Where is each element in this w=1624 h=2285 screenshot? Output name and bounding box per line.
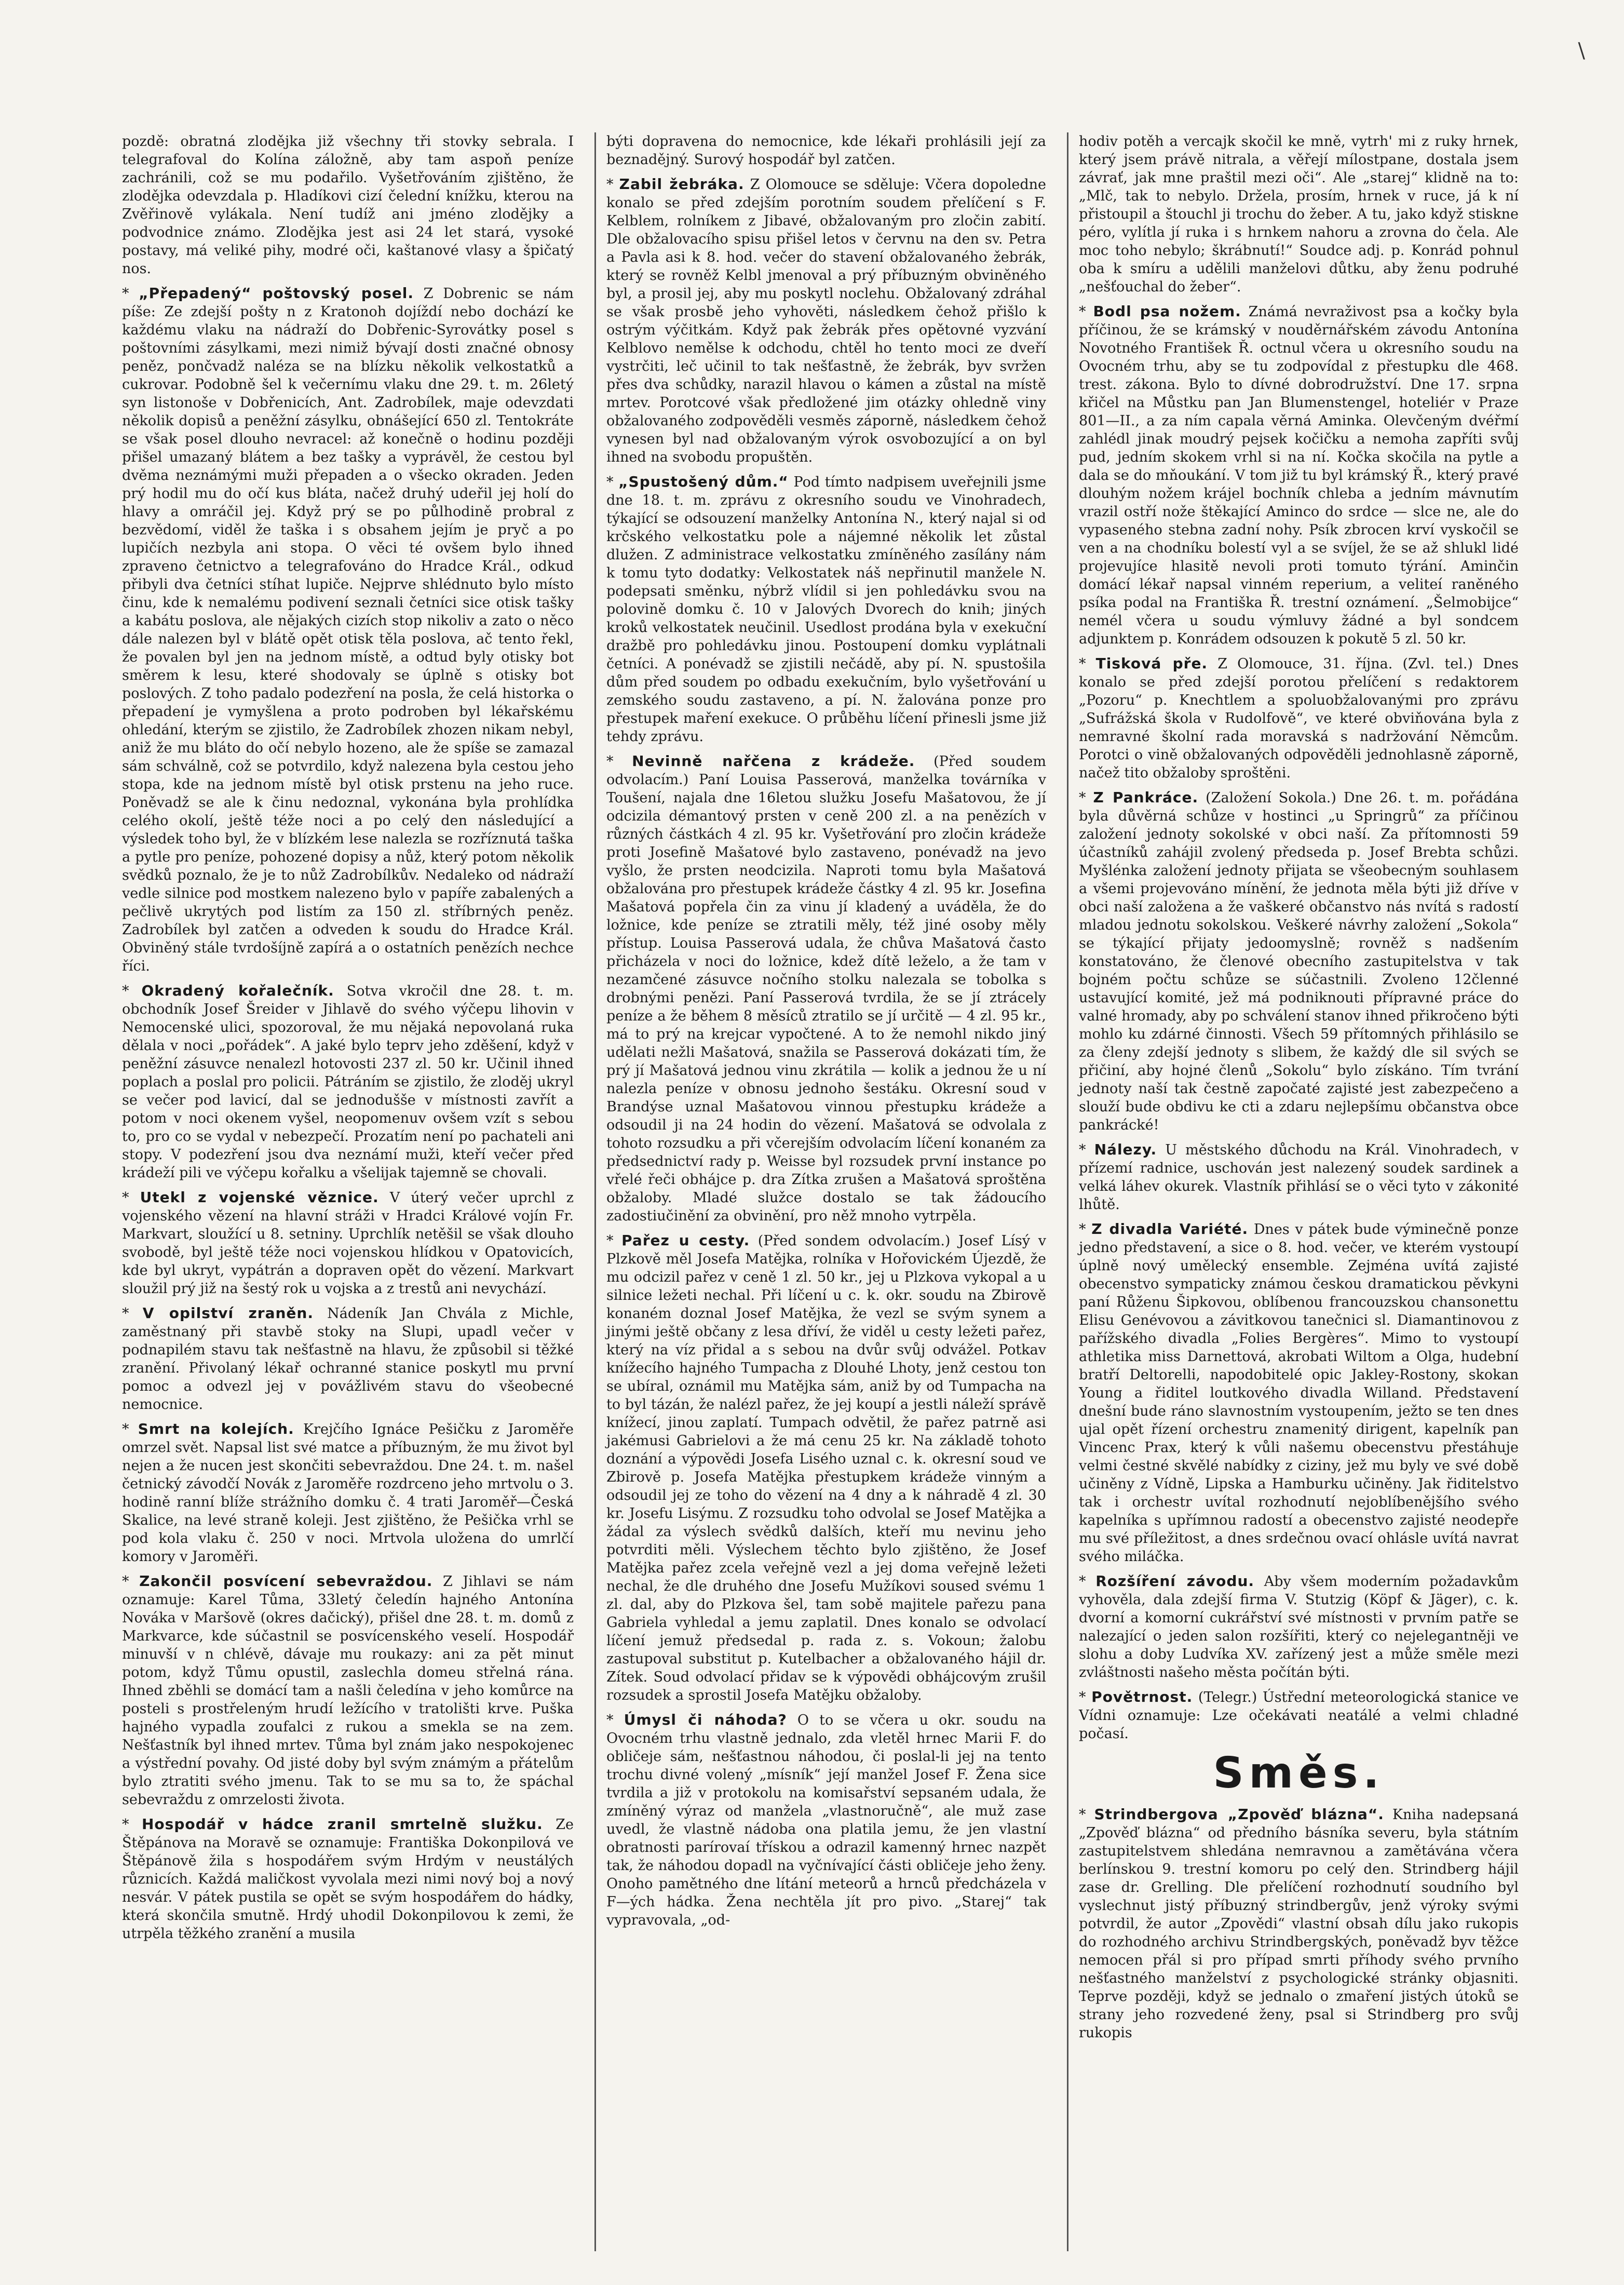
article-heading: Utekl z vojenské věznice. [140,1189,379,1206]
article-text: Z Olomouce se sděluje: Včera dopoledne konalo se před zdejším porotním soudem přelíčení s F. Kelblem, rolníkem z Jibavé, obžalovaným pro zločin zabití. Dle obžalovacího spisu přišel letos v červnu na den sv. Petra a Pavla asi k 8. hod. večer do stavení obžalovaného žebrák, který se rovněž Kelbl jmenoval a prý příbuzným obviněného byl, a prosil jej, aby mu poskytl noclehu. Obžalovaný zdráhal se však prosbě jeho vyhověti, následkem čehož přišlo k ostrým výčitkám. Když pak žebrák přes opětovné vyzvání Kelblovo nemělse k odchodu, chtěl ho tento moci ze dveří vystrčiti, leč učinil to tak nešťastně, že žebrák, byv svržen přes dva schůdky, narazil hlavou o kámen a zůstal na místě mrtev. Porotcové však předložené jim otázky ohledně viny obžalovaného zodpověděli vesměs záporně, následkem čehož vynesen byl nad obžalovaným výrok osvobozující a on byl ihned na svobodu propuštěn. [606,177,1046,465]
article-paragraph [122,1304,574,1414]
article-heading: Bodl psa nožem. [1093,303,1241,320]
article-bullet: * [1079,1807,1094,1823]
article-heading: „Přepadený“ poštovský posel. [139,285,414,302]
article-bullet: * [1079,656,1096,672]
article-bullet: * [122,983,142,999]
article-text: Z Jihlavi se nám oznamuje: Karel Tůma, 33letý čeledín hajného Antonína Nováka v Maršově (okres dačický), přišel dne 28. t. m. domů z Markvarce, kde súčastnil se posvícenského veselí. Hospodář minuvší v n chlévě, dávaje mu roukazy: ani za pět minut potom, když Tůmu opustil, zaslechla domeu střelná rána. Ihned zběhli se domácí tam a našli čeledína v jeho komůrce na posteli s prostřeleným hrudí ležícího v tratolišti krve. Puška hajného vypadla zoufalci z rukou a smekla se na zem. Nešťastník byl ihned mrtev. Tůma byl znám jako nespokojenec a výstřední povahy. Od jisté doby byl svým známým a přátelům bylo ztratiti svého jmenu. Tak to se mu sa to, že spáchal sebevraždu z omrzelosti života. [122,1574,574,1808]
article-bullet: * [1079,1574,1096,1590]
article-text: Nádeník Jan Chvála z Michle, zaměstnaný při stavbě stoky na Slupi, upadl večer v podnapilém stavu tak nešťastně na hlavu, že způsobil si těžké zranění. Přivolaný lékař ochranné stanice poskytl mu první pomoc a odvezl jej v povážlivém stavu do všeobecné nemocnice. [122,1306,574,1413]
article-bullet: * [122,1574,140,1590]
article-text: O to se včera u okr. soudu na Ovocném trhu vlastně jednalo, zda vletěl hrnec Marii F. do obličeje sám, nešťastnou náhodou, či poslal-li jej na tento trochu divné volený „mísník“ její manžel Josef F. Žena sice tvrdila a již v protokolu na komisařství sepsaném udala, že zmíněný výraz od manžela „vlastnoručně“, ale muž zase uvedl, že vlastně nádoba ona platila jemu, že jen vlastní obratnosti parírovaí třískou a odrazil kamenný hrnec nazpět tak, že náhodou dopadl na vyčnívající části obličeje jeho ženy. Onoho pamětného dne lítání meteorů a hrnců předcházela v F—ých hádka. Žena nechtěla jít pro pivo. „Starej“ tak vypravovala, „od- [606,1712,1046,1928]
article-text: Kniha nadepsaná „Zpověď blázna“ od předního básníka severu, byla státním zastupitelstvem shledána nemravnou a zamětávána včera berlínskou 9. trestní komoru po celý den. Strindberg hájil zase dr. Grelling. Dle přelíčení rozhodnutí soudního byl vyslechnut jistý příbuzný strindbergův, jenž výroky svými potvrdil, že autor „Zpovědi“ vlastní obsah dílu jako rukopis do rozhodného archivu Strindbergských, poněvadž byv těžce nemocen přál si pro případ smrti příhody svého prvního nešťastného manželství z psychologické stránky objasniti. Teprve později, když se jednalo o zmaření jistých útoků se strany jeho rozvedené ženy, psal si Strindberg pro svůj rukopis [1079,1807,1519,2041]
article-heading: Pařez u cesty. [621,1232,750,1249]
smes-articles [1079,1805,1519,2042]
article-heading: Zabil žebráka. [619,176,745,193]
article-paragraph [1079,1220,1519,1566]
article-paragraph [1079,654,1519,782]
article-heading: Okradený kořalečník. [141,982,334,999]
article-bullet: * [122,1306,143,1322]
article-text: (Před sondem odvolacím.) Josef Lísý v Plzkově měl Josefa Matějka, rolníka v Hořovickém Újezdě, že mu odcizil pařez v ceně 1 zl. 50 kr., jej u Plzkova vykopal a u silnice ležeti nechal. Při líčení u c. k. okr. soudu na Zbirově konaném doznal Josef Matějka, že vezl se svým synem a jinými ještě občany z lesa dříví, že viděl u cesty ležeti pařez, který na víz přidal a s sebou na dvůr svůj odvážel. Potkav knížecího hajného Tumpacha z Dlouhé Lhoty, jenž cestou ton se ubíral, oznámil mu Matějka sám, aniž by od Tumpacha na to byl tázán, že nalézl pařez, že jej koupí a jestli náleží správě knížecí, jinou zaplatí. Tumpach odvětil, že pařez patrně asi jakémusi Gabrielovi a že má cenu 25 kr. Na základě tohoto doznání a výpovědi Josefa Lisého uznal c. k. okresní soud ve Zbirově p. Josefa Matějka přestupkem krádeže vinným a odsoudil jej ze toho do vězení na 4 dny a k náhradě 4 zl. 30 kr. Josefu Lisýmu. Z rozsudku toho odvolal se Josef Matějka a žádal za výslech svědků dalších, kteří mu nevinu jeho potvrditi měli. Výslechem těchto bylo zjištěno, že Josef Matějka pařez zcela veřejně vezl a jej doma veřejně ležeti nechal, že dle druhého dne Josefu Mužíkovi soused svému 1 zl. dal, aby do Plzkova šel, tam sobě majitele pařezu pana Gabriela vyhledal a jemu zaplatil. Dnes konalo se odvolací líčení jemuž předsedal p. rada z. s. Vokoun; žalobu zastupoval substitut p. Kutelbacher a obžalovaného hájil dr. Zítek. Soud odvolací přidav se k výpovědi obhájcovým zrušil rozsudek a sprostil Josefa Matějku obžaloby. [606,1233,1046,1703]
article-text: (Před soudem odvolacím.) Paní Louisa Passerová, manželka továrníka v Toušení, najala dne 16letou služku Josefu Mašatovou, že jí odcizila démantový prsten v ceně 200 zl. a na penězích v různých částkách 4 zl. 95 kr. Vyšetřování pro zločin krádeže proti Josefině Mašatové bylo zastaveno, ponévadž na jevo vyšlo, že prsten neodcizila. Naproti tomu byla Mašatová obžalována pro přestupek krádeže částky 4 zl. 95 kr. Josefina Mašatová popřela čin za vinu jí kladený a uváděla, že do ložnice, kde peníze se ztratili měly, též jiné osoby měly přístup. Louisa Passerová udala, že chůva Mašatová často přicházela v noci do ložnice, kdež dítě leželo, a že tam v nezamčené zásuvce nočního stolku nalezala se tobolka s drobnými penězi. Paní Passerová tvrdila, že se jí ztrácely peníze a že během 8 měsíců ztratilo se jí určitě — 4 zl. 95 kr., má to prý na krejcar vypočtené. A to že nemohl nikdo jiný udělati nežli Mašatová, snažila se Passerová dokázati tím, že prý jí Mašatová jednou vinu zkrátila — kolik a jednou že u ní nalezla peníze v obnosu jednoho šestáku. Okresní soud v Brandýse uznal Mašatovou vinnou přestupku krádeže a odsoudil ji na 24 hodin do vězení. Mašatová se odvolala z tohoto rozsudku a při včerejším odvolacím líčení konaném za předsednictví rady p. Weisse byl rozsudek první instance po vřelé řeči obhájce p. dra Zítka zrušen a Mašatová sproštěna obžaloby. Mladé služce dostalo se tak žádoucího zadostiučinění za obvinění, pro něž mnoho vytrpěla. [606,754,1046,1224]
article-paragraph [1079,1805,1519,2042]
article-text: Z Olomouce, 31. října. (Zvl. tel.) Dnes konalo se před zdejší porotou přelíčení s redaktorem „Pozoru“ p. Knechtlem a spoluobžalovanými pro zprávu „Sufrážská škola v Rudolfově“, ve které obviňována byla z nemravné školní rada moravská s nadržování Němcům. Porotci o vině obžalovaných odpověděli jednohlasně záporně, načež tito obžaloby sproštěni. [1079,656,1519,781]
article-bullet: * [1079,1689,1092,1705]
article-heading: Z Pankráce. [1093,789,1199,806]
article-paragraph [1079,302,1519,648]
column-3-articles [1079,132,1519,1743]
article-paragraph [122,982,574,1182]
article-heading: Nevinně nařčena z krádeže. [632,752,915,770]
article-text: Ze Štěpánova na Moravě se oznamuje: Františka Dokonpilová ve Štěpánově žila s hospodářem svým Hrdým v neustálých různicích. Každá maličkost vyvolala mezi nimi nový boj a nový nesvár. V pátek pustila se opět se svým hospodářem do hádky, která skončila smutně. Hrdý uhodil Dokonpilovou k zemi, že utrpěla těžkého zranění a musila [122,1817,574,1942]
article-text: býti dopravena do nemocnice, kde lékaři prohlásili její za beznadějný. Surový hospodář byl zatčen. [606,133,1046,168]
article-paragraph [1079,132,1519,296]
article-paragraph [606,175,1046,466]
article-columns [122,132,1519,2251]
article-bullet: * [122,1817,142,1833]
article-paragraph [1079,1140,1519,1214]
article-heading: Smrt na kolejích. [138,1420,294,1437]
article-paragraph [122,1572,574,1809]
column-2 [594,132,1046,2251]
article-paragraph [122,1815,574,1943]
article-bullet: * [606,474,619,490]
article-paragraph [122,1188,574,1298]
article-heading: Strindbergova „Zpověď blázna“. [1094,1806,1384,1823]
article-text: (Telegr.) Ústřední meteorologická stanice ve Vídni oznamuje: Lze očekávati neatálé a velmi chladné počasí. [1079,1689,1519,1742]
article-paragraph [606,752,1046,1225]
smes-section-title: Směs. [1213,1749,1385,1798]
article-text: hodiv potěh a vercajk skočil ke mně, vytrh' mi z ruky hrnek, který jsem právě nitrala, a věřejí mílostpane, dostala jsem závrať, jak mne praštil mezi oči“. Ale „starej“ klidně na to: „Mlč, tak to nebylo. Držela, prosím, hrnek v ruce, já k ní přistoupil a štouchl ji trochu do žeber. A tu, jako když stiskne péro, vylítla jí ruka i s hrnkem nahoru a zrovna do čela. Ale moc toho nebylo; škrábnutí!“ Soudce adj. p. Konrád pohnul oba k smíru a udělili manželovi důtku, aby ženu podruhé „nešťouchal do žeber“. [1079,133,1519,295]
article-paragraph [1079,1688,1519,1743]
article-paragraph [606,1711,1046,1929]
article-bullet: * [606,1233,622,1249]
article-heading: Z divadla Variété. [1091,1220,1249,1238]
article-paragraph [122,284,574,975]
article-text: V úterý večer uprchl z vojenského vězení na hlavní stráži v Hradci Králové vojín Fr. Markvart, sloužící u 8. setniny. Uprchlík netěšil se však dlouho svobodě, byl ještě téže noci vojenskou hlídkou v Opatovicích, kde byl ukryt, vypátrán a dopraven opět do vězení. Markvart sloužil prý již na šestý rok u vojska a z trestů ani nevychází. [122,1190,574,1297]
article-paragraph [122,1420,574,1566]
article-paragraph [606,132,1046,169]
article-paragraph [122,132,574,278]
article-heading: „Spustošený dům.“ [618,473,789,490]
article-bullet: * [122,286,139,302]
article-bullet: * [606,177,619,193]
article-heading: Rozšíření závodu. [1095,1572,1255,1590]
article-heading: Zakončil posvícení sebevraždou. [139,1572,433,1590]
article-bullet: * [122,1421,138,1437]
article-bullet: * [606,754,632,770]
article-bullet: * [1079,1221,1092,1238]
article-bullet: * [1079,790,1093,806]
column-3 [1067,132,1519,2251]
article-heading: Nálezy. [1094,1141,1157,1158]
article-text: Dnes v pátek bude výminečně ponze jedno představení, a sice o 8. hod. večer, ve kterém vystoupí úplně nový umělecký ensemble. Zejména uvítá zajisté obecenstvo sympaticky známou českou dramatickou pěvkyni paní Růženu Šipkovou, oblíbenou francouzskou chansonettu Elisu Genévovou a závitkovou tanečnici sl. Diamantinovou z pařížského divadla „Folies Bergères“. Mimo to vystoupí athletika miss Darnettová, akrobati Wiltom a Olga, hudební bratří Deltorelli, napodobitelé opic Jakley-Rostony, skokan Young a řiditel loutkového divadla Willand. Představení dnešní bude ráno slavnostním vystoupením, ježto se ten dnes ujal opět řízení orchestru znamenitý dirigent, kapelník pan Vincenc Prax, který k vůli našemu obecenstvu přestáhuje velmi čestné skvělé nabídky z ciziny, jež mu byly ve své době učiněny z Vídně, Lipska a Hamburku učiněny. Jak řiditelstvo tak i orchestr uvítal rozhodnutí nejoblíbenějšího svého kapelníka s upřímnou radostí a obecenstvo zajisté neodepře mu své příležitost, a dnes srdečnou ovací ohlásle uvítá navrat svého miláčka. [1079,1221,1519,1565]
column-1 [122,132,574,2251]
article-paragraph [1079,1572,1519,1682]
article-text: Známá nevraživost psa a kočky byla příčinou, že se krámský v nouděrnářském závodu Antonína Novotného František Ř. octnul včera u okresního soudu na Ovocném trhu, aby se tu zodpovídal z přestupku dle 468. trest. zákona. Bylo to dívné dobrodružství. Dne 17. srpna křičel na Můstku pan Jan Blumenstengel, hoteliér v Praze 801—II., a za ním capala věrná Aminka. Olevčeným dvéřmí zahlédl jinak moudrý pejsek kočičku a nemoha zapříti svůj pud, jedním skokem vrhl si na ní. Kočka skočila na pytle a dala se do mňoukání. V tom již tu byl krámský Ř., který pravé dlouhým nožem krájel bochník chleba a jedním mávnutím vrazil ostří nože štěkající Aminco do srdce — slce ne, ale do vypaseného stebna zadní nohy. Psík zbrocen krví vyskočil se ven a na chodníku bolestí vyl a se svíjel, že se až shlukl lidé projevujíce hlasitě nevoli proti tomuto týrání. Aminčin domácí lékař napsal vinném reperium, a veliteí raněného psíka podal na Františka Ř. trestní oznámení. „Šelmobijce“ nemél včera u soudu výmluvy žádné a byl sondcem adjunktem p. Konrádem odsouzen k pokutě 5 zl. 50 kr. [1079,304,1519,647]
article-bullet: * [122,1190,140,1206]
article-text: Aby všem moderním požadavkům vyhověla, dala zdejší firma V. Stutzig (Köpf & Jäger), c. k. dvorní a komorní cukrářství své místnosti v prvním patře se nalezající o jeden salon rozšířiti, který co nejelegantněji ve slohu a doby Ludvíka XV. zařízený jest a může směle mezi zvláštnosti našeho města počítán býti. [1079,1574,1519,1681]
article-bullet: * [1079,304,1093,320]
article-heading: V opilství zraněn. [142,1305,314,1322]
article-paragraph [1079,788,1519,1134]
page-corner-mark: \ [1578,39,1585,63]
article-text: U městského důchodu na Král. Vinohradech, v přízemí radnice, uschován jest nalezený soudek sardinek a velká láhev okurek. Vlastník přihlásí se o věci tyto v zákonité lhůtě. [1079,1142,1519,1213]
article-text: (Založení Sokola.) Dne 26. t. m. pořádána byla důvěrná schůze v hostinci „u Springrů“ za příčinou založení jednoty sokolské v obci naší. Za přítomnosti 59 účastníků zahájil zvolený předseda p. Josef Brebta schůzi. Myšlénka založení jednoty přijata se všeobecným souhlasem a všemi projevováno mínění, že jednota měla býti již dříve v obci naší založena a že vaškeré občanstvo nás nvítá s radostí mladou jednotu sokolskou. Veškeré návrhy založení „Sokola“ se týkající přijaty jedoomyslně; rovněž s nadšením konstatováno, že členové obecního zastupitelstva v tak bojném počtu schůze se súčastnili. Zvoleno 12členné ustavující komité, jež má podniknouti přípravné práce do valné hromady, aby po schválení stanov ihned přikročeno býti mohlo ku zdárné činnosti. Všech 59 přítomných přihlásilo se za členy zdejší jednoty s slibem, že každý dle sil svých se přičiní, aby hojné členů „Sokolu“ bylo získáno. Tím tvrání jednoty naší tak čestně započaté zajisté jest zabezpečeno a slouží bude obdivu ke cti a zdaru nejlepšímu občanstva obce pankrácké! [1079,790,1519,1133]
article-paragraph [606,473,1046,746]
article-bullet: * [1079,1142,1094,1158]
article-heading: Hospodář v hádce zranil smrtelně služku. [142,1816,543,1833]
article-text: Z Dobrenic se nám píše: Ze zdejší pošty n z Kratonoh dojíždí nebo dochází ke každému vlaku na nádraží do Dobřenic-Syrovátky posel s poštovními zásylkami, mezi nimiž bývají dosti značné obnosy peněz, pončvadž naléza se na blízku několik velkostatků a cukrovar. Podobně šel k večernímu vlaku dne 29. t. m. 26letý syn listonoše v Dobřenicích, Ant. Zadrobílek, maje odevzdati několik dopisů a peněžní zásylku, obnášející 650 zl. Tentokráte se však posel dlouho nevracel: až konečně o hodinu později přišel umazaný blátem a bez tašky a vyprávěl, že cestou byl dvěma neznámými muži přepaden a o všecko okraden. Jeden prý hodil mu do očí kus bláta, načež druhý udeřil jej holí do hlavy a omráčil jej. Když prý se po půlhodině probral z bezvědomí, viděl že taška i s obsahem jejím je pryč a po lupičích nezbyla ani stopa. O věci té ovšem bylo ihned zpraveno četnictvo a telegrafováno do Hradce Král., odkud přibyli dva četníci stíhat lupiče. Nejprve shlédnuto bylo místo činu, kde k nemalému podivení seznali četníci sice otisk tašky a kabátu poslova, ale nějakých cizích stop nikoliv a zato o něco dále nalezen byl v blátě opět otisk těla poslova, ač tento řekl, že povalen byl jen na jednom místě, a odtud byly otisky bot směrem k lesu, které shodovaly se úplně s otisky bot poslových. Z toho padalo podezření na posla, že celá historka o přepadení je vymyšlena a proto podroben byl lékařskému ohledání, kterým se zjistilo, že Zadrobílek zhozen nikam nebyl, aniž že mu bláto do očí nebylo hozeno, ale že spíše se zamazal sám schválně, což se potvrdilo, když nalezena byla cestou jeho stopa, kde na jednom místě byl otisk prstenu na jeho ruce. Poněvadž se ale k činu nedoznal, vykonána byla prohlídka celého okolí, ještě téže noci a po celý den následující a výsledek toho byl, že v blízkém lese nalezla se rozříznutá taška a pytle pro peníze, pohozené dopisy a nůž, který potom několik svědků poznalo, že je to nůž Zadrobílkův. Nedaleko od nádraží vedle silnice pod mostkem nalezeno bylo v papíře zabalených a pečlivě ukrytých pod listím za 150 zl. stříbrných peněz. Zadrobílek byl zatčen a odveden k soudu do Hradce Král. Obviněný stále tvrdošíjně zapírá a o ostatních penězích nechce říci. [122,286,574,974]
article-heading: Tisková pře. [1095,655,1208,672]
article-paragraph [606,1231,1046,1704]
article-text: Krejčího Ignáce Pešičku z Jaroměře omrzel svět. Napsal list své matce a příbuzným, že mu život byl nejen a že nucen jest skončiti sebevraždou. Dne 24. t. m. našel četnický závodčí Novák z Jaroměře rozdrceno jeho mrtvolu o 3. hodině ranní blíže strážního domku č. 4 trati Jaroměř—Česká Skalice, na levé straně koleji. Jest zjištěno, že Pešička vrhl se pod kola vlaku č. 250 v noci. Mrtvola uložena do umrlčí komory v Jaroměři. [122,1421,574,1565]
article-text: Pod tímto nadpisem uveřejnili jsme dne 18. t. m. zprávu z okresního soudu ve Vinohradech, týkající se odsouzení manželky Antonína N., který najal si od krčského velkostatku pole a nájemné několik let zůstal dlužen. Z administrace velkostatku zmíněného zasílány nám k tomu tyto dodatky: Velkostatek náš nepřinutil manžele N. podepsati směnku, nýbrž vlídil si jen pohledávku svou na polovině domku č. 10 v Jalových Dvorech do knih; jiných kroků velkostatek neučinil. Usedlost prodána byla v exekuční dražbě pro pohledávku jinou. Postoupení domku vyplátnali četníci. A ponévadž se zjistili nečádě, aby pí. N. spustošila dům před soudem po odbadu exekučním, bylo vyšetřování u zemského soudu zastaveno, a pí. N. žalována ponze pro přestupek maření exekuce. O průběhu líčení přinesli jsme již tehdy zprávu. [606,474,1046,745]
article-text: pozdě: obratná zlodějka již všechny tři stovky sebrala. I telegrafoval do Kolína záložně, aby tam aspoň peníze zachránili, což se mu podařilo. Vyšetřováním zjištěno, že zlodějka odevzdala p. Hladíkovi cizí čelední knížku, kterou na Zvěřinově vylákala. Není tudíž ani jméno zlodějky a podvodnice známo. Zlodějka jest asi 24 let stará, vysoké postavy, má veliké pihy, modré oči, kaštanové vlasy a špičatý nos. [122,133,574,277]
article-bullet: * [606,1712,624,1728]
article-text: Sotva vkročil dne 28. t. m. obchodník Josef Šreider v Jihlavě do svého výčepu lihovin v Nemocenské ulici, spozoroval, že mu nějaká nepovolaná ruka dělala v noci „pořádek“. A jaké bylo teprv jeho zděšení, když v peněžní zásuvce nenalezl hotovosti 237 zl. 50 kr. Učinil ihned poplach a poslal pro policii. Pátráním se zjistilo, že zloděj ukryl se večer pod lavicí, dal se jednodušše v místnosti zavřít a potom v noci okenem vyšel, neopomenuv ovšem vzít s sebou to, pro co se vydal v nebezpečí. Prozatím není po pachateli ani stopy. V podezření jsou dva neznámí muži, kteří večer před krádeží pili ve výčepu kořalku a všelijak tajemně se chovali. [122,983,574,1181]
article-heading: Povětrnost. [1091,1688,1193,1705]
article-heading: Úmysl či náhoda? [624,1711,787,1728]
